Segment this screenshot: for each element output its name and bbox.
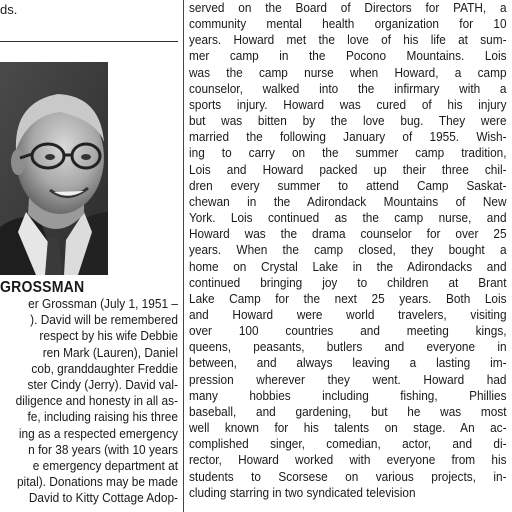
text-line: chewan in the Adirondack Mountains of New <box>189 194 507 209</box>
text-line: served on the Board of Directors for PATH, a <box>189 1 507 15</box>
portrait-photo <box>0 62 108 275</box>
text-line: complished singer, comedian, actor, and di- <box>189 437 507 452</box>
right-column <box>189 0 507 512</box>
column-divider-rule <box>183 0 184 512</box>
text-line: ing to carry on the summer camp tradition, <box>189 146 507 161</box>
text-line: baseball, and gardening, but he was most <box>189 404 507 419</box>
text-line: years. When the camp closed, they bought a <box>189 243 507 258</box>
text-line: mer camp in the Pocono Mountains. Lois <box>189 49 507 64</box>
text-line: dren every summer to attend Camp Saskat- <box>189 178 507 193</box>
text-line: over 100 countries and meeting kings, <box>189 324 507 339</box>
text-line: fe, including raising his three <box>27 410 178 425</box>
text-line: Howard was the drama counselor for over 25 <box>189 227 507 242</box>
text-line: many hobbies including fishing, Phillies <box>189 388 507 403</box>
text-line: n for 38 years (with 10 years <box>28 442 178 457</box>
text-line: David to Kitty Cottage Adop- <box>28 491 178 506</box>
left-column <box>0 0 178 512</box>
text-line: community mental health organization for 10 <box>189 17 507 32</box>
text-line: was the camp nurse when Howard, a camp <box>189 65 507 80</box>
text-line: home on Crystal Lake in the Adirondacks and <box>189 259 507 274</box>
text-line: ). David will be remembered <box>30 313 178 328</box>
text-line: pital). Donations may be made <box>16 475 178 490</box>
text-line: sports injury. Howard was cured of his injury <box>189 97 507 112</box>
text-line: pression wherever they went. Howard had <box>189 372 507 387</box>
text-line: Lois and Howard packed up their three chil- <box>189 162 507 177</box>
right-obituary-text <box>189 0 507 501</box>
obituary-headline: GROSSMAN <box>0 279 85 296</box>
text-line: queens, peasants, butlers and everyone in <box>189 340 507 355</box>
text-line: e emergency department at <box>32 459 178 474</box>
text-line: ing as a respected emergency <box>18 426 178 441</box>
text-line: ster Cindy (Jerry). David val- <box>27 378 178 393</box>
text-line: between, and always leaving a lasting im- <box>189 356 507 371</box>
text-line: ren Mark (Lauren), Daniel <box>42 345 178 360</box>
text-line: er Grossman (July 1, 1951 – <box>28 297 178 311</box>
left-obituary-text <box>0 296 178 507</box>
text-line: diligence and honesty in all as- <box>15 394 178 409</box>
text-line: married the following January of 1955. Wish- <box>189 130 507 145</box>
text-line: York. Lois continued as the camp nurse, and <box>189 211 507 226</box>
text-line: well known for his talents on stage. An ac- <box>189 421 507 436</box>
text-line: rector, Howard worked with everyone from his <box>189 453 507 468</box>
text-line: continued bringing joy to children at Brant <box>189 275 507 290</box>
section-divider-rule <box>0 41 178 42</box>
text-line: counselor, walked into the infirmary with a <box>189 81 507 96</box>
text-line: cluding starring in two syndicated television <box>189 485 416 500</box>
text-line: cob, granddaughter Freddie <box>31 361 178 376</box>
text-line: but was bitten by the love bug. They were <box>189 114 507 129</box>
text-line: and Howard were world travelers, visiting <box>189 307 507 322</box>
text-line: years. Howard met the love of his life at sum- <box>189 33 507 48</box>
text-line: respect by his wife Debbie <box>39 329 178 344</box>
text-line: Lake Camp for the next 25 years. Both Lois <box>189 291 507 306</box>
previous-obituary-fragment: ds. <box>0 2 18 17</box>
text-line: students to Scorsese on various projects, in- <box>189 469 507 484</box>
